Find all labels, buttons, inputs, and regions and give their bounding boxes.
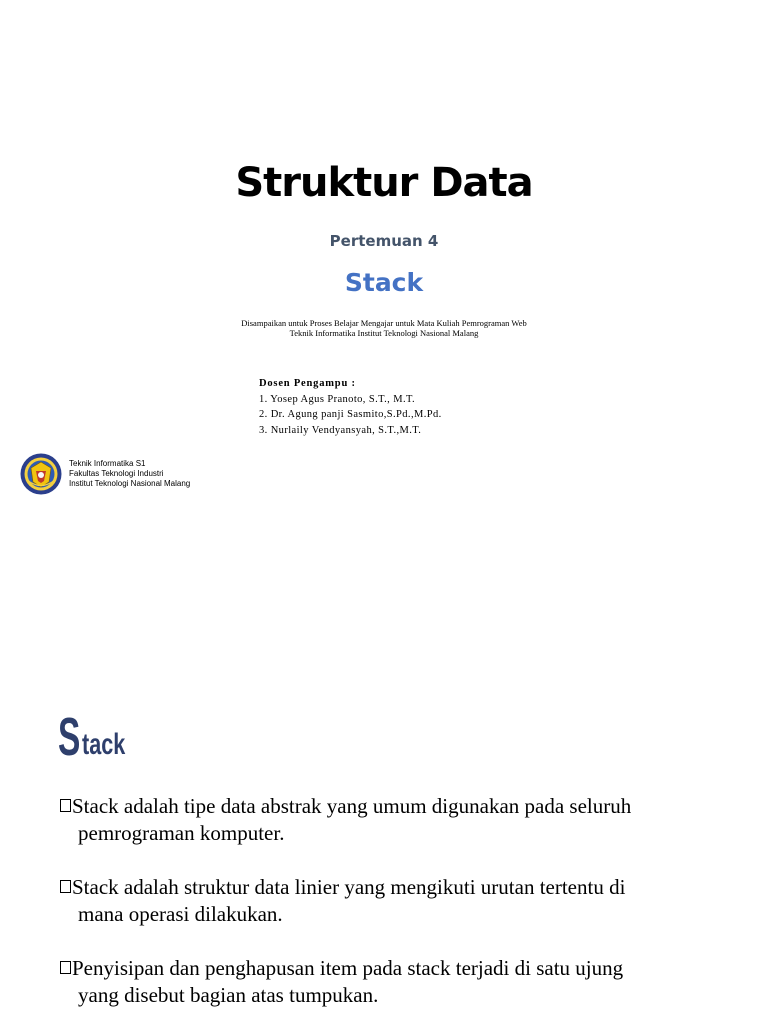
topic-heading: Stack: [344, 268, 424, 297]
list-item: [60, 874, 750, 928]
bullet-line: Stack adalah struktur data linier yang mengikuti urutan tertentu di: [72, 875, 626, 899]
bullet-line: Penyisipan dan penghapusan item pada stack terjadi di satu ujung: [72, 956, 624, 980]
stack-bullet-list: [60, 793, 750, 1036]
bullet-line: yang disebut bagian atas tumpukan.: [78, 983, 379, 1007]
lecturer-list: [259, 376, 442, 438]
delivery-line: Disampaikan untuk Proses Belajar Mengajar untuk Mata Kuliah Pemrograman Web: [241, 318, 527, 328]
delivery-line: Teknik Informatika Institut Teknologi Nasional Malang: [289, 328, 479, 338]
bullet-line: mana operasi dilakukan.: [78, 902, 283, 926]
bullet-line: pemrograman komputer.: [78, 821, 285, 845]
stack-title-initial: S: [58, 707, 81, 767]
itn-malang-emblem-icon: [20, 453, 62, 495]
institution-info: [69, 459, 190, 489]
institution-line: Institut Teknologi Nasional Malang: [69, 479, 191, 488]
hollow-square-bullet-icon: [60, 799, 71, 812]
lecturer-heading: Dosen Pengampu :: [259, 378, 356, 389]
institution-line: Fakultas Teknologi Industri: [69, 469, 164, 478]
list-item: [60, 955, 750, 1009]
stack-slide-title: [58, 703, 142, 765]
lecturer-item: 3. Nurlaily Vendyansyah, S.T.,M.T.: [259, 424, 422, 436]
hollow-square-bullet-icon: [60, 880, 71, 893]
slide-title-heading: Struktur Data: [235, 160, 533, 206]
hollow-square-bullet-icon: [60, 961, 71, 974]
lecturer-item: 2. Dr. Agung panji Sasmito,S.Pd.,M.Pd.: [259, 409, 442, 420]
delivery-note: [0, 318, 768, 338]
list-item: [60, 793, 750, 847]
lecturer-item: 1. Yosep Agus Pranoto, S.T., M.T.: [259, 393, 416, 405]
institution-line: Teknik Informatika S1: [69, 459, 146, 468]
bullet-line: Stack adalah tipe data abstrak yang umum digunakan pada seluruh: [72, 794, 632, 818]
stack-title-rest: tack: [82, 728, 126, 761]
meeting-label: Pertemuan 4: [329, 232, 439, 250]
